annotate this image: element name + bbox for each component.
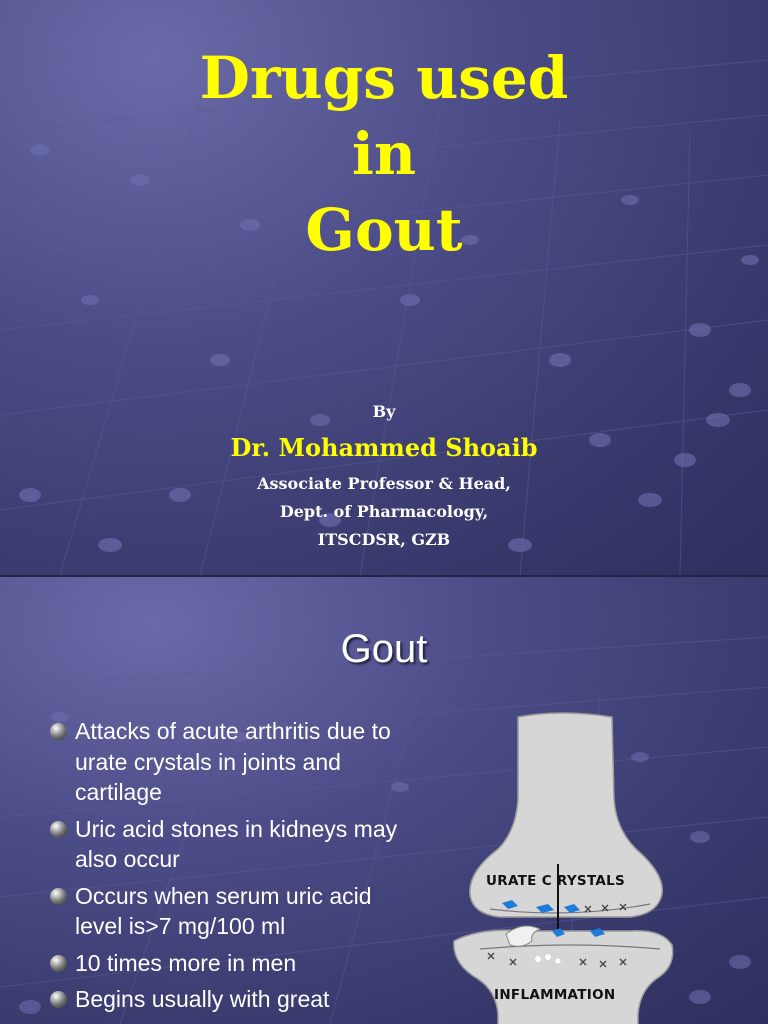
gout-slide [0, 577, 768, 1024]
slide-title: Gout [340, 627, 428, 671]
inflammation-label: INFLAMMATION [494, 987, 616, 1003]
bullet-list [48, 716, 408, 1021]
bullet-text: Begins usually with great [75, 986, 330, 1012]
author-institution: ITSCDSR, GZB [317, 530, 451, 549]
author-name: Dr. Mohammed Shoaib [230, 433, 538, 462]
list-item [48, 814, 408, 875]
bullet-icon [50, 821, 67, 838]
by-label: By [372, 402, 396, 421]
title-line: in [351, 120, 417, 188]
author-department: Dept. of Pharmacology, [279, 502, 489, 521]
slide-title [0, 40, 768, 268]
bullet-icon [50, 723, 67, 740]
author-position: Associate Professor & Head, [257, 474, 511, 493]
urate-crystals-label: URATE C RYSTALS [486, 873, 626, 889]
list-item [48, 881, 408, 942]
list-item [48, 716, 408, 808]
bullet-icon [50, 991, 67, 1008]
title-line: Drugs used [199, 44, 569, 112]
bullet-text: Uric acid stones in kidneys may also occur [75, 815, 398, 872]
joint-illustration [440, 709, 680, 1024]
list-item [48, 984, 408, 1015]
bullet-text: 10 times more in men [75, 949, 297, 976]
list-item [48, 948, 408, 979]
bullet-text: Occurs when serum uric acid level is>7 mg/100 ml [75, 882, 372, 939]
bullet-icon [50, 888, 67, 905]
joint-diagram-icon [440, 709, 680, 1024]
title-line: Gout [305, 196, 463, 264]
bullet-text: Attacks of acute arthritis due to urate crystals in joints and cartilage [75, 718, 391, 805]
bullet-icon [50, 955, 67, 972]
